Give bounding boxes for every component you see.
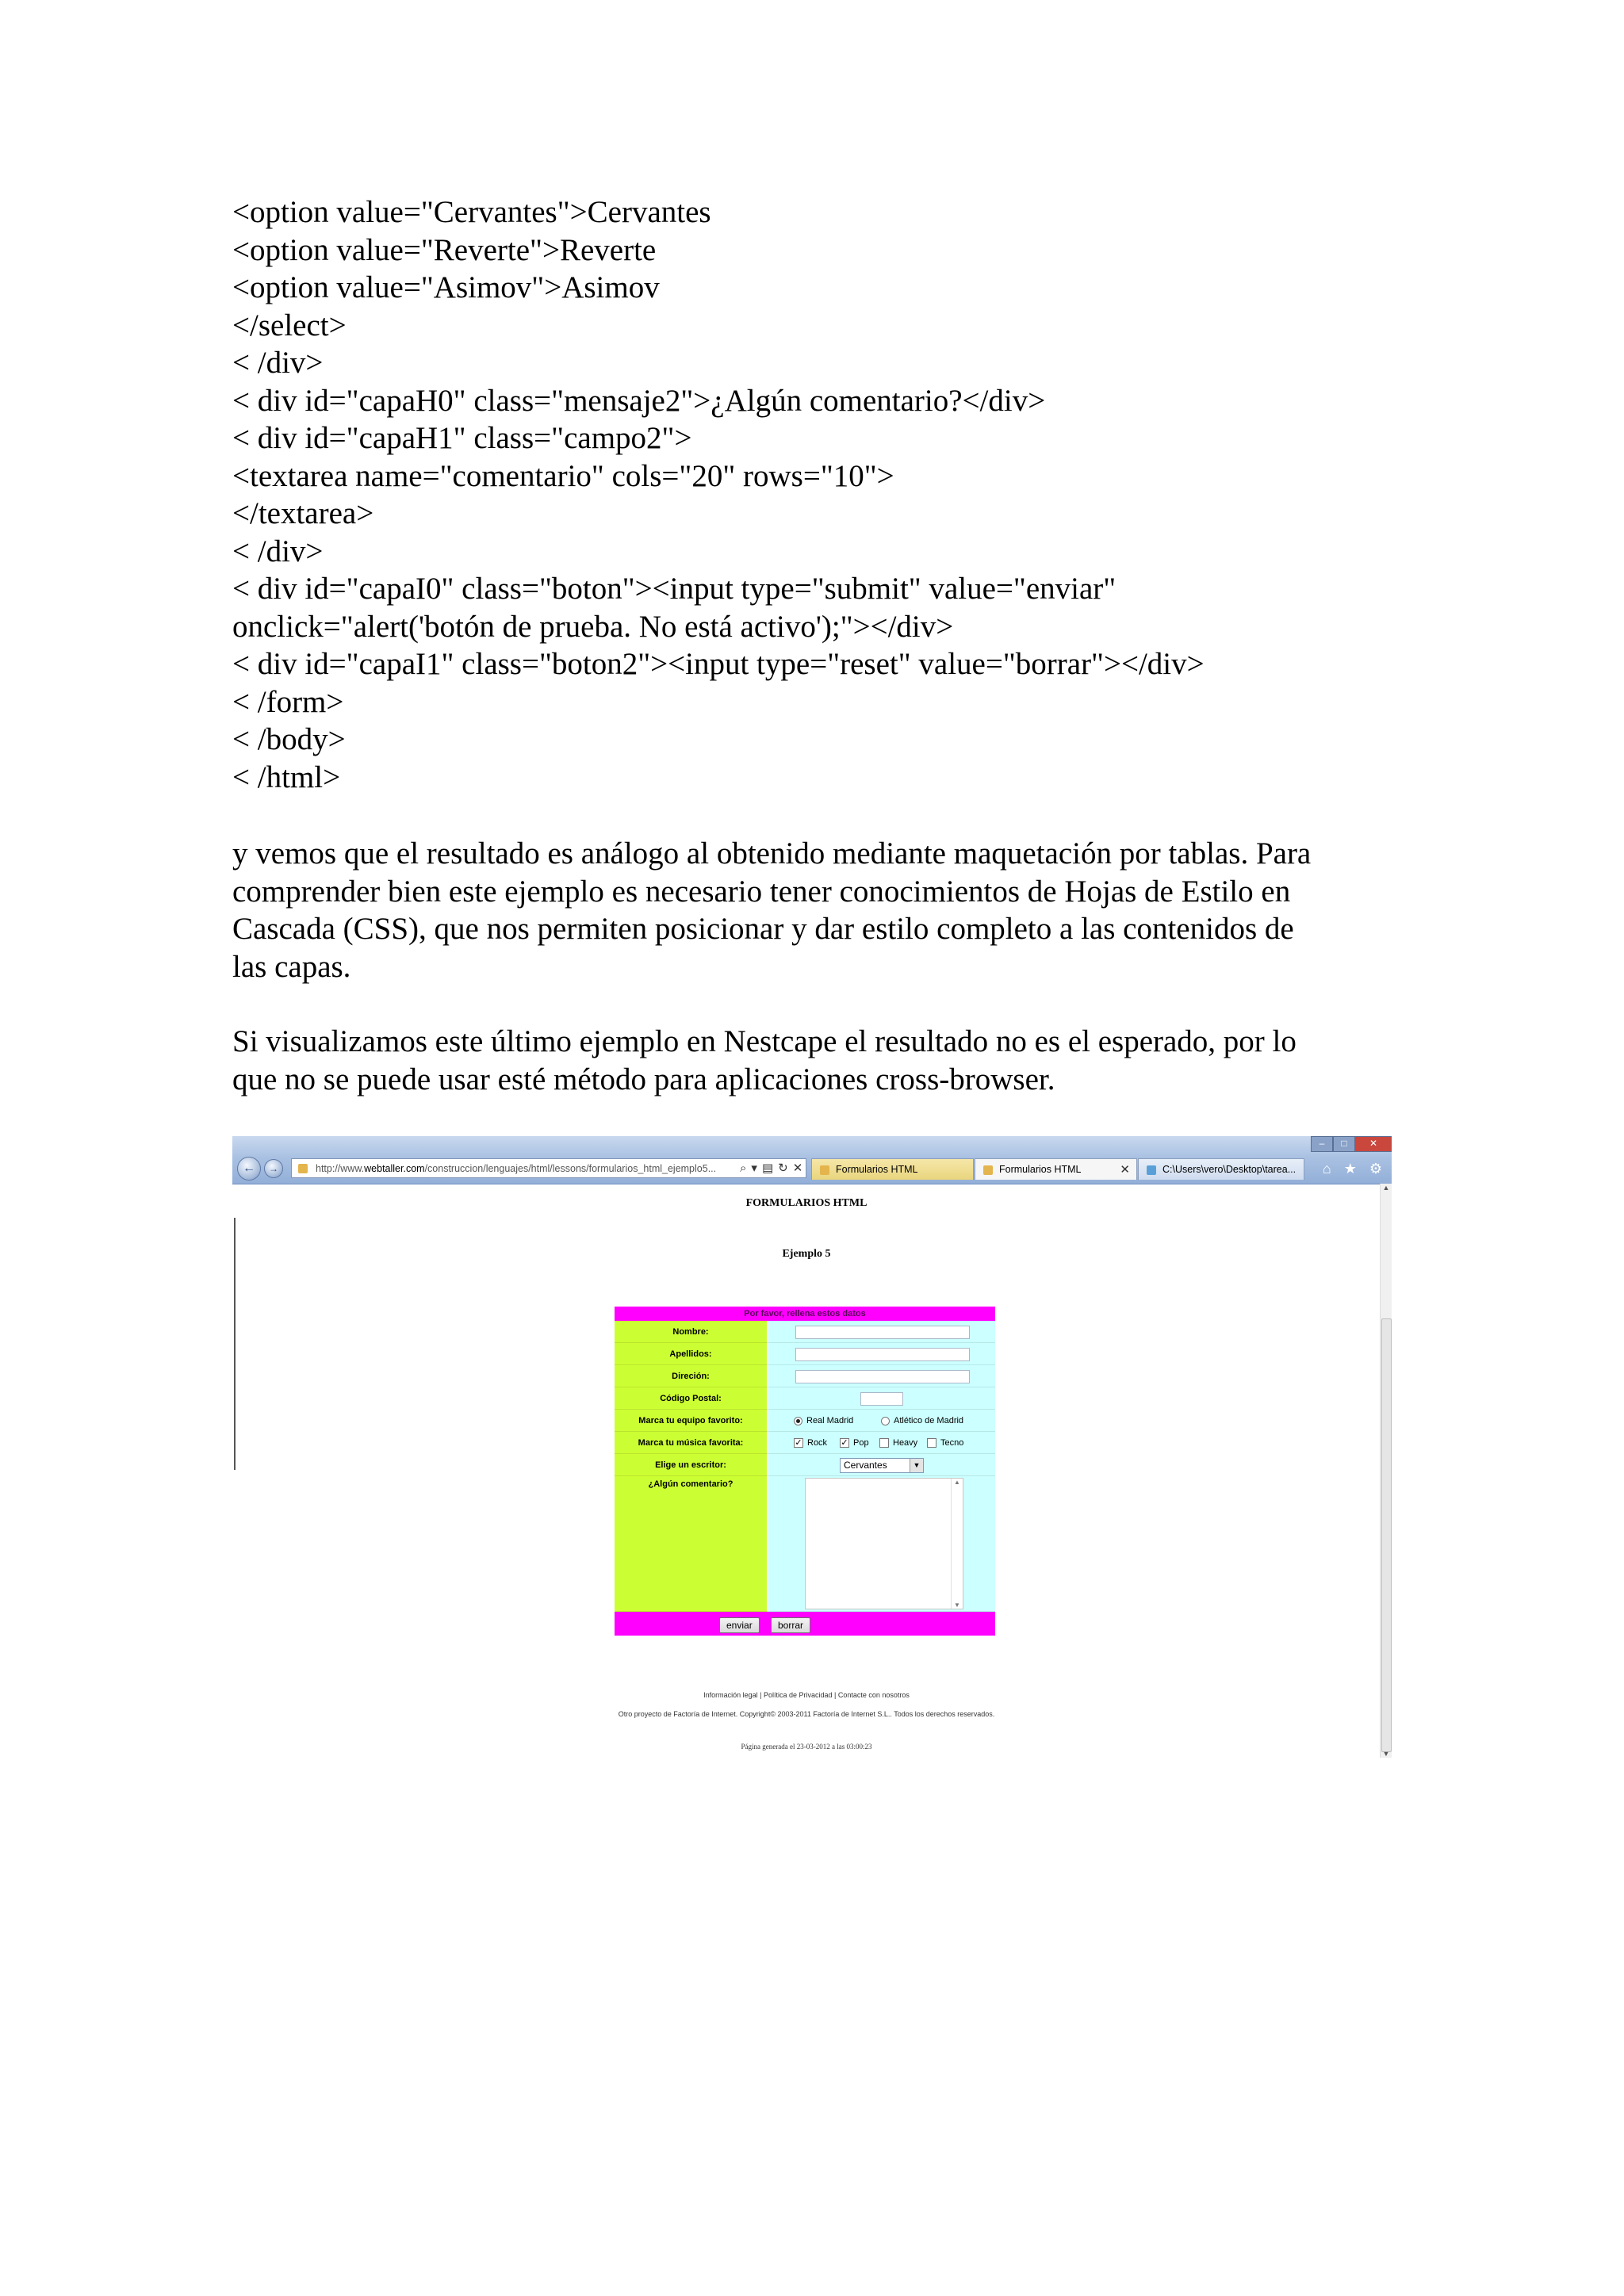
code-line: <option value="Cervantes">Cervantes bbox=[232, 195, 711, 229]
code-line: </textarea> bbox=[232, 496, 374, 530]
field-label: Marca tu equipo favorito: bbox=[615, 1410, 768, 1432]
close-tab-icon[interactable]: ✕ bbox=[1120, 1163, 1130, 1177]
code-line: < /form> bbox=[232, 684, 344, 719]
url-path: /construccion/lenguajes/html/lessons/formularios_html_ejemplo5... bbox=[424, 1163, 717, 1174]
radio-label: Atlético de Madrid bbox=[894, 1416, 964, 1425]
compat-icon[interactable]: ▤ bbox=[761, 1161, 779, 1175]
form-row bbox=[615, 1387, 995, 1410]
field-cell bbox=[768, 1387, 995, 1410]
checkbox-option[interactable] bbox=[840, 1438, 869, 1448]
codigo-postal-input[interactable] bbox=[860, 1392, 903, 1406]
dropdown-icon[interactable]: ▾ bbox=[751, 1161, 762, 1175]
favicon-icon bbox=[1147, 1165, 1156, 1175]
code-line: < div id="capaH0" class="mensaje2">¿Algún comentario?</div> bbox=[232, 383, 1046, 418]
select-value: Cervantes bbox=[844, 1460, 887, 1471]
code-line: < /html> bbox=[232, 760, 341, 794]
paragraph-line: Cascada (CSS), que nos permiten posicionar y dar estilo completo a las contenidos de bbox=[232, 912, 1294, 946]
maximize-icon[interactable]: □ bbox=[1333, 1136, 1355, 1152]
form-row bbox=[615, 1432, 995, 1454]
field-label: Código Postal: bbox=[615, 1387, 768, 1410]
url-host: webtaller.com bbox=[364, 1163, 425, 1174]
checkbox-label: Rock bbox=[807, 1438, 828, 1448]
field-cell bbox=[768, 1343, 995, 1365]
search-icon[interactable]: ⌕ bbox=[740, 1161, 752, 1175]
tab-formularios-1[interactable] bbox=[811, 1158, 974, 1180]
back-icon[interactable]: ← bbox=[237, 1157, 261, 1181]
checkbox-icon[interactable] bbox=[879, 1438, 889, 1448]
radio-icon[interactable] bbox=[881, 1417, 890, 1425]
checkbox-label: Tecno bbox=[940, 1438, 964, 1448]
field-label: Nombre: bbox=[615, 1321, 768, 1343]
field-label: Apellidos: bbox=[615, 1343, 768, 1365]
forward-icon[interactable]: → bbox=[264, 1159, 283, 1178]
paragraph-line: las capas. bbox=[232, 949, 351, 984]
code-line: <option value="Reverte">Reverte bbox=[232, 232, 657, 267]
tab-formularios-2[interactable] bbox=[975, 1158, 1137, 1180]
paragraph-line: y vemos que el resultado es análogo al obtenido mediante maquetación por tablas. Para bbox=[232, 836, 1312, 871]
form-row bbox=[615, 1343, 995, 1365]
footer-generated: Página generada el 23-03-2012 a las 03:00:23 bbox=[741, 1743, 872, 1751]
textarea-scrollbar[interactable]: ▲ ▼ bbox=[951, 1479, 963, 1609]
checkbox-option[interactable] bbox=[927, 1438, 963, 1448]
radio-option[interactable] bbox=[881, 1416, 963, 1425]
radio-label: Real Madrid bbox=[806, 1416, 854, 1425]
browser-tools bbox=[1323, 1158, 1382, 1180]
form-header: Por favor, rellena estos datos bbox=[615, 1307, 995, 1321]
field-label: Elige un escritor: bbox=[615, 1454, 768, 1476]
code-line: <textarea name="comentario" cols="20" rows="10"> bbox=[232, 458, 894, 493]
field-cell bbox=[768, 1476, 995, 1612]
code-line: </select> bbox=[232, 308, 347, 342]
checkbox-label: Pop bbox=[853, 1438, 869, 1448]
star-icon[interactable]: ★ bbox=[1343, 1161, 1357, 1177]
code-line: <option value="Asimov">Asimov bbox=[232, 270, 660, 304]
scroll-down-icon[interactable]: ▼ bbox=[1382, 1750, 1390, 1758]
tab-local-file[interactable] bbox=[1138, 1158, 1304, 1180]
chevron-down-icon[interactable]: ▼ bbox=[910, 1459, 923, 1472]
home-icon[interactable]: ⌂ bbox=[1322, 1161, 1331, 1177]
apellidos-input[interactable] bbox=[795, 1348, 970, 1361]
code-line: < div id="capaH1" class="campo2"> bbox=[232, 421, 692, 455]
radio-icon[interactable] bbox=[794, 1417, 802, 1425]
form-row bbox=[615, 1476, 995, 1612]
form-row bbox=[615, 1321, 995, 1343]
field-label: Marca tu música favorita: bbox=[615, 1432, 768, 1454]
paragraph-netscape bbox=[232, 1023, 1398, 1098]
form-row bbox=[615, 1410, 995, 1432]
close-icon[interactable]: ✕ bbox=[1355, 1136, 1392, 1152]
borrar-button[interactable]: borrar bbox=[771, 1617, 810, 1633]
field-cell bbox=[768, 1432, 995, 1454]
code-listing bbox=[232, 193, 1205, 796]
code-line: < div id="capaI0" class="boton"><input type="submit" value="enviar" bbox=[232, 572, 1116, 606]
form-row bbox=[615, 1365, 995, 1387]
page-subtitle: Ejemplo 5 bbox=[782, 1248, 831, 1260]
checkbox-option[interactable] bbox=[879, 1438, 917, 1448]
field-cell bbox=[768, 1410, 995, 1432]
window-controls bbox=[1311, 1136, 1392, 1150]
stop-icon[interactable]: ✕ bbox=[792, 1161, 808, 1175]
form-buttons bbox=[615, 1612, 995, 1636]
address-bar[interactable] bbox=[291, 1158, 806, 1178]
scrollbar-thumb[interactable] bbox=[1381, 1318, 1392, 1752]
address-tools bbox=[740, 1158, 808, 1178]
browser-screenshot bbox=[232, 1136, 1392, 1758]
radio-option[interactable] bbox=[794, 1416, 853, 1425]
escritor-select[interactable] bbox=[840, 1458, 924, 1473]
code-line: < /body> bbox=[232, 722, 346, 756]
field-cell bbox=[768, 1454, 995, 1476]
form-row bbox=[615, 1454, 995, 1476]
code-line: < /div> bbox=[232, 534, 324, 568]
paragraph-result bbox=[232, 835, 1398, 985]
page-title: FORMULARIOS HTML bbox=[745, 1197, 868, 1209]
field-label: Direción: bbox=[615, 1365, 768, 1387]
paragraph-line: que no se puede usar esté método para aplicaciones cross-browser. bbox=[232, 1062, 1055, 1096]
checkbox-checked-icon[interactable]: ✓ bbox=[841, 1438, 848, 1448]
footer-links: Información legal | Política de Privacidad | Contacte con nosotros bbox=[703, 1691, 910, 1699]
code-line: < div id="capaI1" class="boton2"><input type="reset" value="borrar"></div> bbox=[232, 647, 1205, 681]
nombre-input[interactable] bbox=[795, 1326, 970, 1339]
scroll-up-icon[interactable]: ▲ bbox=[1382, 1184, 1390, 1192]
favicon-icon bbox=[298, 1164, 308, 1173]
code-line: onclick="alert('botón de prueba. No está activo');"></div> bbox=[232, 609, 954, 644]
checkbox-icon[interactable] bbox=[927, 1438, 936, 1448]
browser-titlebar bbox=[232, 1136, 1392, 1184]
favicon-icon bbox=[983, 1165, 993, 1175]
tab-label: Formularios HTML bbox=[836, 1164, 918, 1175]
checkbox-label: Heavy bbox=[893, 1438, 918, 1448]
comentario-textarea[interactable] bbox=[805, 1478, 963, 1609]
checkbox-checked-icon[interactable]: ✓ bbox=[795, 1438, 802, 1448]
field-label: ¿Algún comentario? bbox=[615, 1476, 768, 1612]
code-line: < /div> bbox=[232, 346, 324, 380]
sample-form bbox=[615, 1307, 995, 1636]
enviar-button[interactable]: enviar bbox=[719, 1617, 760, 1633]
favicon-icon bbox=[820, 1165, 829, 1175]
footer-copyright: Otro proyecto de Factoría de Internet. Copyright© 2003-2011 Factoría de Internet S.L.. Todos los derechos reservados. bbox=[618, 1710, 995, 1718]
refresh-icon[interactable]: ↻ bbox=[778, 1161, 793, 1175]
tab-label: C:\Users\vero\Desktop\tarea... bbox=[1162, 1164, 1297, 1175]
checkbox-option[interactable] bbox=[794, 1438, 827, 1448]
page-scrollbar[interactable] bbox=[1380, 1184, 1392, 1758]
minimize-icon[interactable]: – bbox=[1311, 1136, 1333, 1152]
field-cell bbox=[768, 1321, 995, 1343]
tab-label: Formularios HTML bbox=[999, 1164, 1082, 1175]
gear-icon[interactable]: ⚙ bbox=[1369, 1161, 1382, 1177]
url-prefix: http://www. bbox=[316, 1163, 365, 1174]
paragraph-line: Si visualizamos este último ejemplo en Nestcape el resultado no es el esperado, por lo bbox=[232, 1024, 1297, 1058]
paragraph-line: comprender bien este ejemplo es necesario tener conocimientos de Hojas de Estilo en bbox=[232, 874, 1291, 909]
direccion-input[interactable] bbox=[795, 1370, 970, 1383]
field-cell bbox=[768, 1365, 995, 1387]
